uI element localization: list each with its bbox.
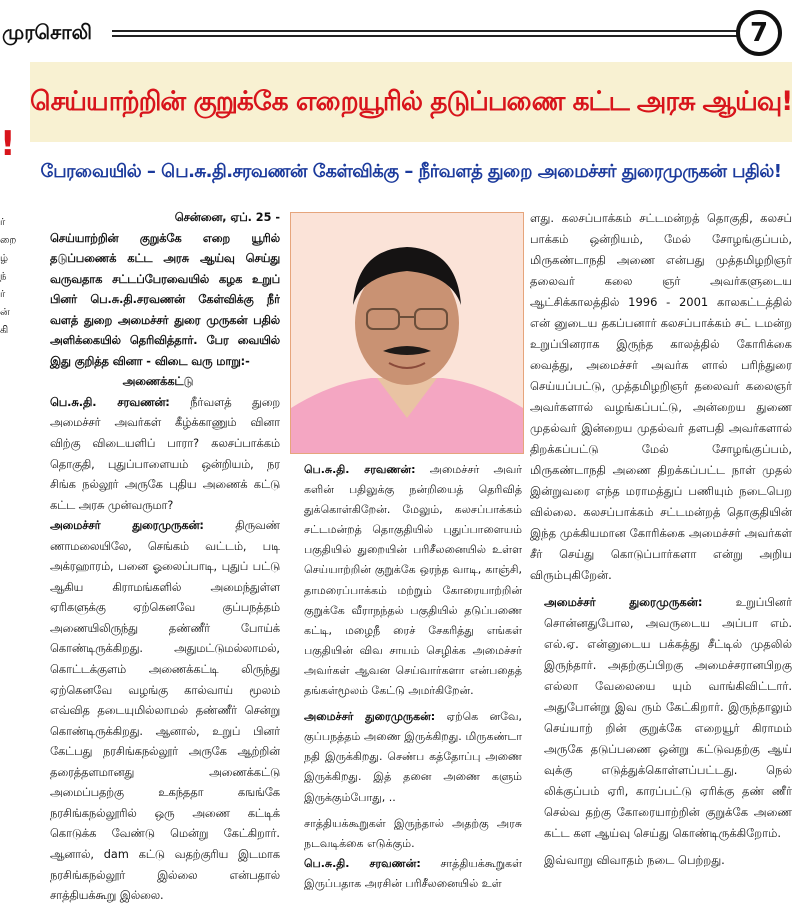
paragraph-text: அமைச்சர் அவர் களின் பதிலுக்கு நன்றியைத் தெரிவித் துக்கொள்கிறேன். மேலும், கலசப்பாக்கம் சட்டமன்றத் தொகுதியில் புதுப்பாளையம் பகுதியில் துறையின் பரிசீலனையில் உள்ள செய்யாற்றின் குறுக்கே ஒரந்த வாடி, காஞ்சி, தாமரைப்பாக்கம் மற்றும் கோரையாற்றின் குறுக்கே வீராநந்தல் பகுதியில் தடுப்பணை கட்டி, மழைநீ ரைச் சேகரித்து எங்கள் பகுதியின் விவ சாயம் செழிக்க அமைச்சர் அவர்கள் ஆவன செய்வார்களா என்பதைத் தங்கள்மூலம் கேட்டு அமர்கிறேன். — [304, 463, 522, 698]
closing-paragraph: இவ்வாறு விவாதம் நடை பெற்றது. — [544, 853, 725, 867]
paragraph-text: திருவண் ணாமலையிலே, செங்கம் வட்டம், படி அக்ரஹாரம், பனை ஓலைப்பாடி, புதுப் பட்டு ஆகிய கிராமங்களில் அமைந்துள்ள ஏரிகளுக்கு ஏற்கெனவே குப்பநத்தம் அணையிலிருந்து தண்ணீர் போய்க் கொண்டிருக்கிறது. அதுமட்டுமல்லாமல், கொட்டக்குளம் அணைக்கட்டி லிருந்து ஏற்கெனவே வழங்கு கால்வாய் மூலம் எவ்வித தடையுமில்லாமல் தண்ணீர் சென்று கொண்டிருக்கிறது. ஆனால், உறுப் பினர் கேட்பது நரசிங்கநல்லூர் அருகே ஆற்றின் தரைத்தளமானது அணைக்கட்டு அமைப்பதற்கு உகந்ததா கஙங்கே நரசிங்கநல்லூரில் ஒரு அணை கட்டிக் கொடுக்க வேண்டு மென்று கேட்கிறார். ஆனால், dam கட்டு வதற்குரிய இடமாக நரசிங்கநல்லூர் இல்லை என்பதால் சாத்தியக்கூறு இல்லை. — [50, 519, 280, 903]
subheadline: பேரவையில் – பெ.சு.தி.சரவணன் கேள்விக்கு – நீர்வளத் துறை அமைச்சர் துரைமுருகன் பதில்! — [40, 161, 782, 182]
article-column-2 — [290, 460, 522, 912]
paragraph-text: ஏற்கெ னவே, குப்பநத்தம் அணை இருக்கிறது. மிருகண்டா நதி இருக்கிறது. செண்ப கத்தோப்பு அணை இருக்கிறது. இத் தனை அணை களும் இருக்கும்போது, .. — [304, 710, 522, 804]
speaker-name: அமைச்சர் துரைமுருகன்: — [544, 595, 703, 609]
portrait-illustration — [291, 213, 523, 453]
text-fragment: ன் — [0, 307, 10, 318]
text-fragment: றை — [0, 235, 17, 246]
paragraph — [290, 460, 522, 701]
newspaper-name: முரசொலி — [2, 20, 92, 44]
paragraph — [36, 516, 280, 906]
paragraph: சாத்தியக்கூறுகள் இருந்தால் அதற்கு அரசு நடவடிக்கை எடுக்கும். — [304, 816, 522, 850]
speaker-name: அமைச்சர் துரைமுருகன்: — [304, 710, 436, 724]
text-fragment: ழ் — [0, 253, 9, 264]
paragraph-text: நீர்வளத் துறை அமைச்சர் அவர்கள் கீழ்க்காணும் வினா விற்கு விடையளிப் பாரா? கலசப்பாக்கம் தொகுதி, புதுப்பாளையம் ஒன்றியம், நர சிங்க நல்லூர் அருகே புதிய அணைக் கட்டு கட்ட அரசு முன்வருமா? — [50, 395, 280, 512]
speaker-name: பெ.சு.தி. சரவணன்: — [304, 856, 421, 870]
section-subhead: அணைக்கட்டு — [122, 375, 194, 389]
paragraph — [36, 393, 280, 516]
portrait-photo — [290, 212, 524, 454]
page-number: 7 — [736, 10, 782, 56]
speaker-name: அமைச்சர் துரைமுருகன்: — [50, 519, 204, 533]
previous-column-strip — [0, 64, 22, 912]
speaker-name: பெ.சு.தி. சரவணன்: — [304, 463, 416, 476]
paragraph — [530, 592, 792, 844]
masthead — [0, 0, 800, 60]
paragraph-text: உறுப்பினர் சொன்னதுபோல, அவருடைய அப்பா எம். எல்.ஏ. என்னுடைய பக்கத்து சீட்டில் முதலில் இருந்தார். அதற்குப்பிறகு அமைச்சரானபிறகு எல்லா வேலையை யும் வாங்கிவிட்டார். அதுபோன்று இவ ரும் கேட்கிறார். இருந்தாலும் செய்யாற் றின் குறுக்கே எறையூர் கிராமம் அருகே தடுப்பணை ஒன்று கட்டுவதற்கு ஆய் வுக்கு எடுத்துக்கொள்ளப்பட்டது. நெல் லிக்குப்பம் ஏரி, காரப்பட்டு ஏரிக்கு தண் ணீர் செல்வ தற்கு கோரையாற்றின் குறுக்கே அணை கட்ட கள ஆய்வு செய்து கொண்டிருக்கிறோம். — [544, 595, 792, 840]
text-fragment: ர் — [0, 217, 6, 228]
text-fragment: ந் — [0, 271, 7, 282]
paragraph — [290, 707, 522, 807]
text-fragment: கி — [0, 325, 9, 336]
lead-paragraph: செய்யாற்றின் குறுக்கே எறை யூரில் தடுப்பணைக் கட்ட அரசு ஆய்வு செய்து வருவதாக சட்டப்பேரவையில் கழக உறுப் பினர் பெ.சு.தி.சரவணன் கேள்விக்கு நீர் வளத் துறை அமைச்சர் துரை முருகன் பதில் அளிக்கையில் தெரிவித்தார். பேர வையில் இது குறித்த வினா - விடை வரு மாறு:- — [50, 231, 280, 368]
paragraph — [290, 854, 522, 894]
article-column-1 — [36, 208, 280, 912]
article-column-3 — [530, 208, 792, 912]
paragraph-text: சாத்தியக்கூறுகள் இருப்பதாக அரசின் பரிசீலனையில் உள் — [304, 856, 522, 890]
exclamation-fragment: ! — [0, 124, 16, 164]
speaker-name: பெ.சு.தி. சரவணன்: — [50, 395, 170, 409]
headline: செய்யாற்றின் குறுக்கே எறையூரில் தடுப்பணை கட்ட அரசு ஆய்வு! — [30, 62, 792, 142]
masthead-rule — [112, 30, 740, 37]
dateline: சென்னை, ஏப். 25 - — [174, 211, 280, 224]
paragraph: ளது. கலசப்பாக்கம் சட்டமன்றத் தொகுதி, கலசப் பாக்கம் ஒன்றியம், மேல் சோழங்குப்பம், மிருகண்டாநதி அணை என்பது முத்தமிழறிஞர் தலைவர் கலை ஞர் அவர்களுடைய ஆட்சிக்காலத்தில் 1996 - 2001 காலகட்டத்தில் என் னுடைய தகப்பனார் கலசப்பாக்கம் சட் டமன்ற உறுப்பினராக இருந்த காலத்தில் கோரிக்கை வைத்து, அமைச்சர் அவர்க ளால் பரிந்துரை செய்யப்பட்டு, முத்தமிழறிஞர் தலைவர் கலைஞர் அவர்களால் வழங்கப்பட்டு, அன்றைய துணை முதல்வர் இன்றைய முதல்வர் தளபதி அவர்களால் திறக்கப்பட்டு மேல் சோழங்குப்பம், மிருகண்டாநதி அணை திறக்கப்பட்ட நாள் முதல் இன்றுவரை எந்த மராமத்துப் பணியும் நடைபெற வில்லை. கலசப்பாக்கம் சட்டமன்றத் தொகுதியின் இந்த முக்கியமான கோரிக்கை அமைச்சர் அவர்கள் சீர் செய்து கொடுப்பார்களா என்று அறிய விரும்புகிறேன். — [530, 211, 792, 582]
text-fragment: ர் — [0, 289, 6, 300]
